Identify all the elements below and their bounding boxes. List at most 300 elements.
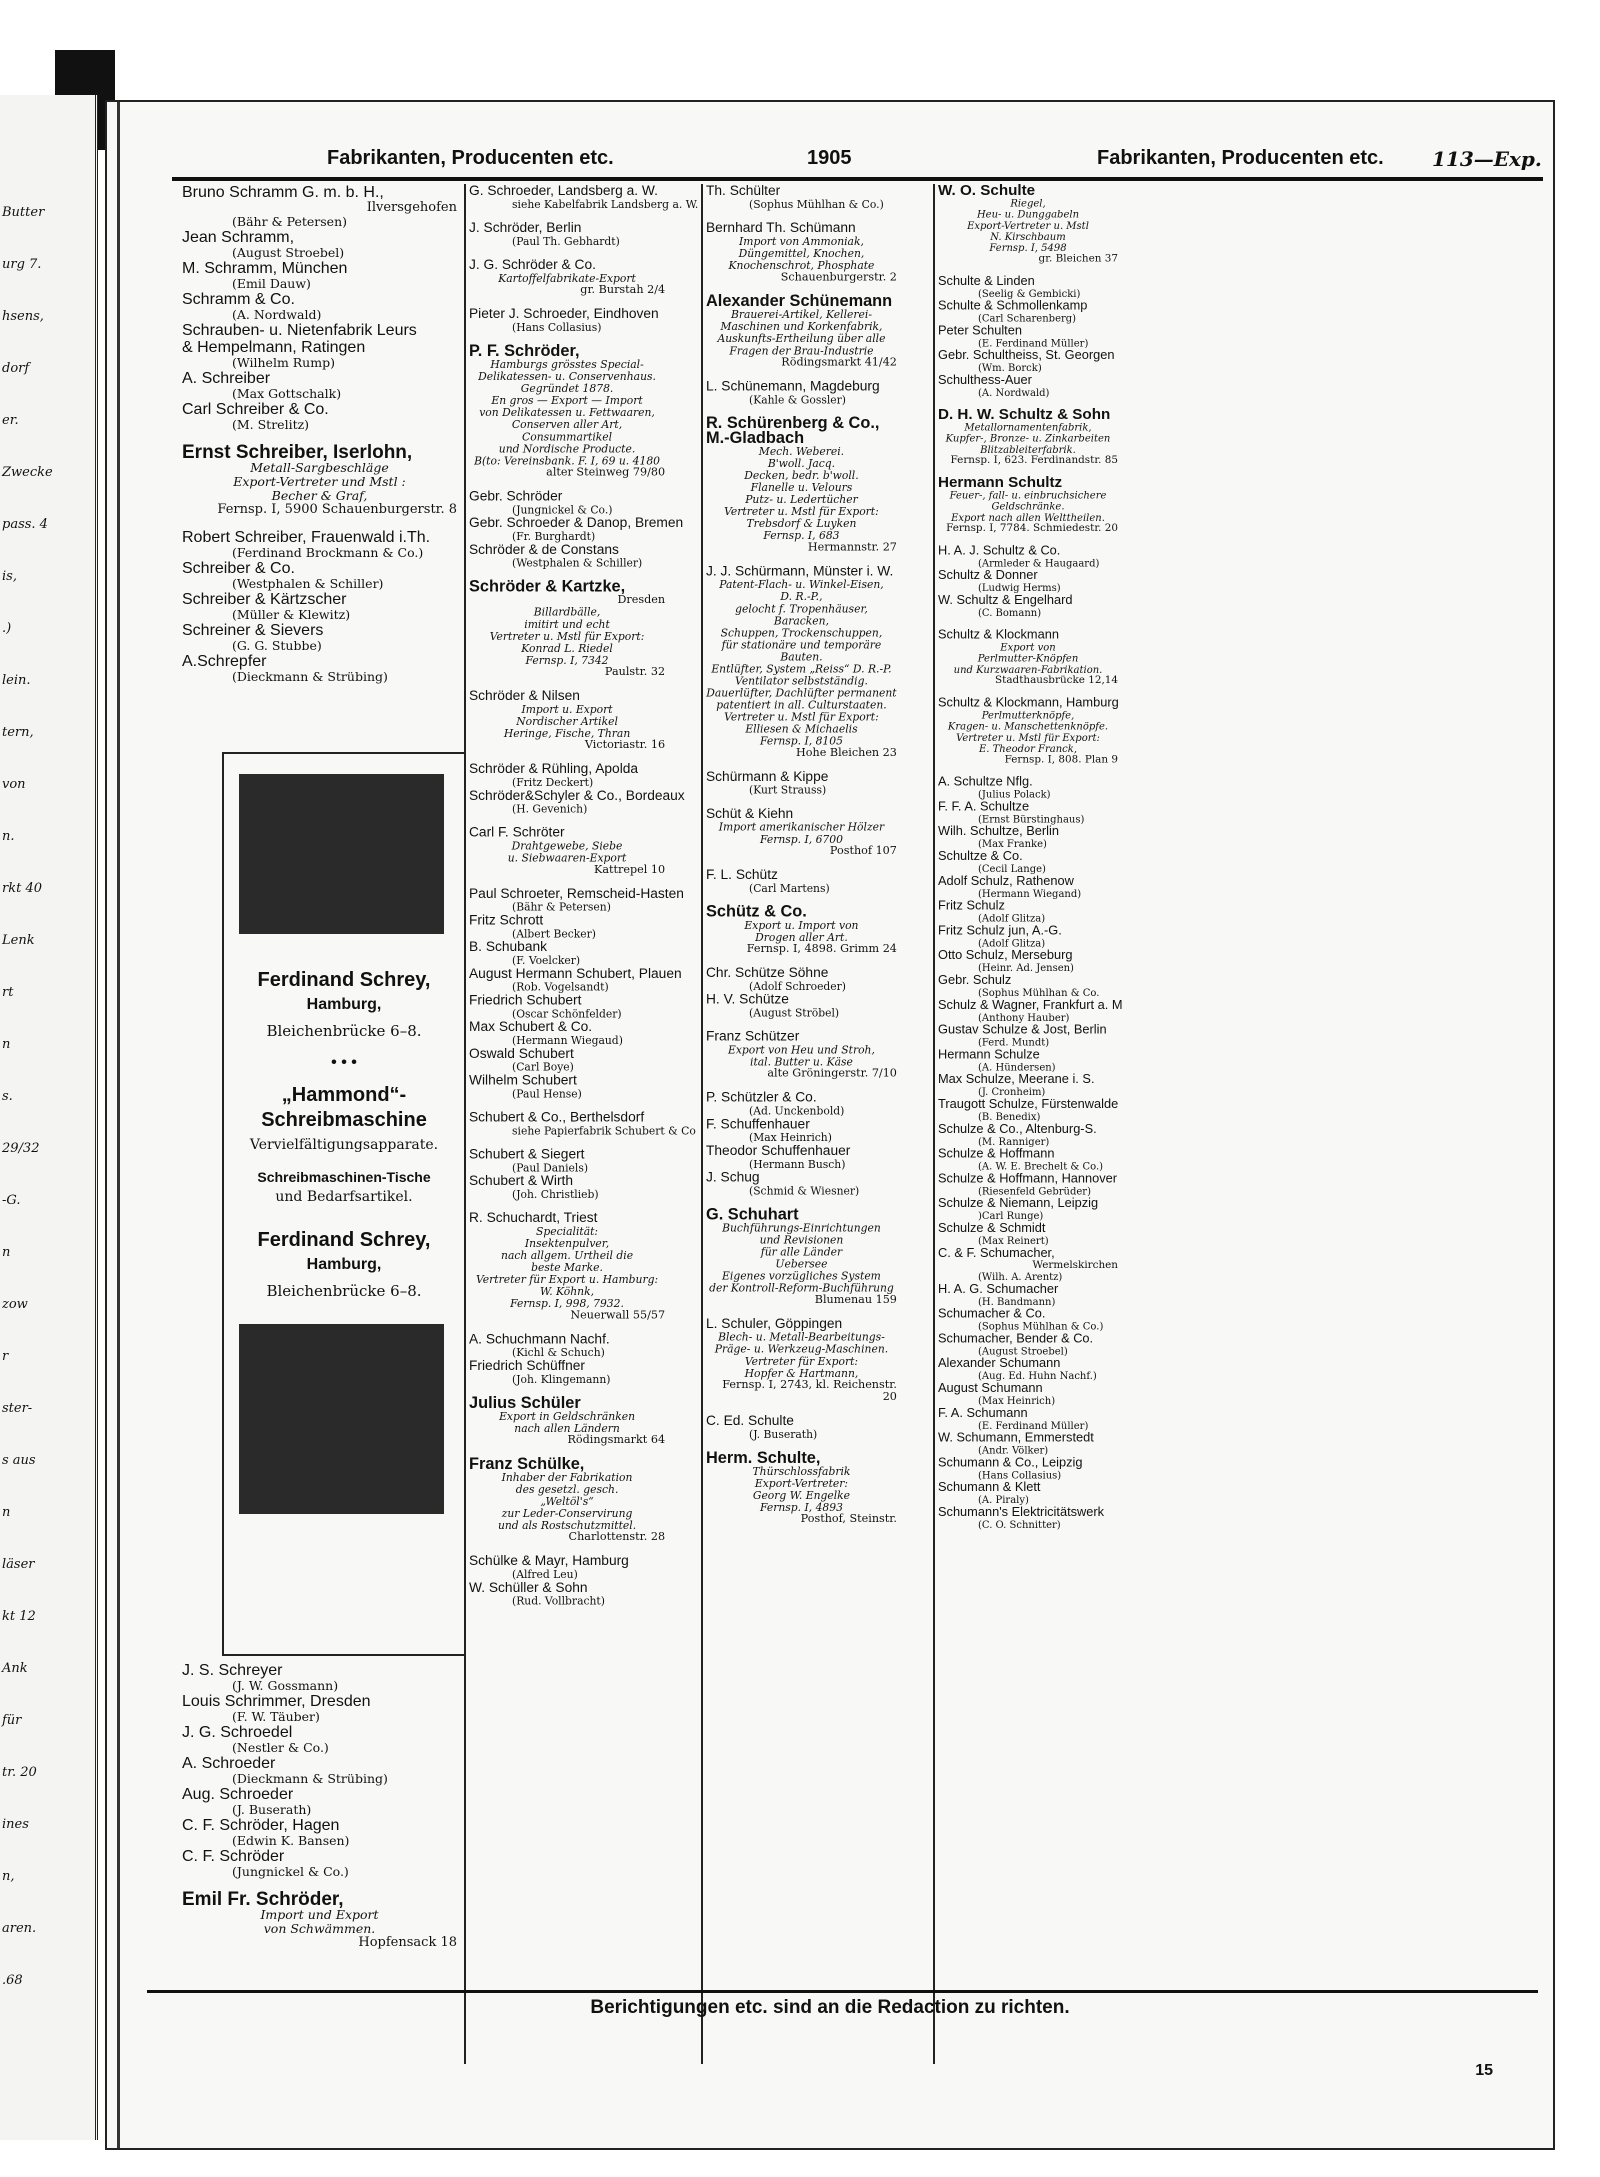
firm-representative: (A. Nordwald) [232, 307, 322, 322]
firm-name: Schreiber & Kärtzscher [182, 591, 347, 608]
firm-name: Gustav Schulze & Jost, Berlin [938, 1023, 1107, 1037]
firm-description: von Schwämmen. [263, 1921, 376, 1936]
firm-address: Stadthausbrücke 12,14 [995, 674, 1118, 687]
firm-name: Schreiner & Sievers [182, 622, 324, 639]
firm-representative: (Rud. Vollbracht) [512, 1594, 605, 1608]
margin-fragment: rkt 40 [2, 881, 42, 896]
margin-fragment: n [2, 1037, 11, 1052]
firm-description: Fernsp. I, 4893 [759, 1500, 843, 1514]
firm-name: Schröder & de Constans [469, 542, 619, 558]
firm-name: P. Schützler & Co. [706, 1090, 817, 1106]
firm-address: Wermelskirchen [1032, 1259, 1118, 1272]
firm-representative: (Hermann Wiegaud) [512, 1033, 623, 1047]
firm-description: D. R.-P., [780, 589, 823, 603]
firm-representative: (Rob. Vogelsandt) [512, 980, 609, 994]
column-2 [469, 184, 699, 1608]
firm-name-bold: G. Schuhart [706, 1205, 799, 1224]
firm-description: Schuppen, Trockenschuppen, [720, 626, 883, 639]
advertisement-schrey [222, 752, 466, 1656]
firm-name-bold: Ernst Schreiber, Iserlohn, [182, 442, 413, 463]
firm-description: Export nach allen Welttheilen. [951, 511, 1105, 524]
firm-name: Gebr. Schulz [938, 973, 1012, 988]
firm-description: für stationäre und temporäre [721, 638, 882, 651]
firm-representative: (Emil Dauw) [232, 276, 311, 291]
firm-representative: (A. W. E. Brechelt & Co.) [978, 1160, 1104, 1172]
firm-name: W. Schultz & Engelhard [938, 593, 1073, 608]
firm-name: R. Schuchardt, Triest [469, 1210, 598, 1226]
firm-representative: (Bähr & Petersen) [512, 900, 611, 914]
margin-fragment: .68 [2, 1973, 23, 1988]
header-right: Fabrikanten, Producenten etc. [1097, 147, 1384, 169]
margin-fragment: er. [2, 413, 19, 428]
firm-name: Schröder&Schyler & Co., Bordeaux [469, 788, 685, 804]
firm-name: Max Schubert & Co. [469, 1019, 593, 1035]
header-rule [172, 177, 1543, 181]
header-left: Fabrikanten, Producenten etc. [327, 147, 614, 169]
firm-name: A.Schrepfer [182, 653, 267, 670]
firm-representative: (Cecil Lange) [978, 862, 1046, 875]
firm-representative: (J. W. Gossmann) [232, 1678, 339, 1693]
firm-description: Fernsp. I, 6700 [759, 832, 843, 846]
firm-representative: (Hans Collasius) [512, 320, 602, 334]
firm-name: Schulz & Wagner, Frankfurt a. M [938, 998, 1123, 1012]
firm-representative: (Armleder & Haugaard) [978, 556, 1100, 569]
entry-gap [469, 211, 665, 221]
firm-name-bold: Schütz & Co. [706, 902, 807, 922]
firm-representative: (August Stroebel) [232, 245, 345, 260]
firm-name: Schulze & Niemann, Leipzig [938, 1196, 1099, 1211]
margin-fragment: n, [2, 1869, 15, 1884]
firm-representative: (Adolf Glitza) [978, 936, 1046, 949]
firm-representative: (E. Ferdinand Müller) [978, 336, 1089, 349]
firm-representative: (E. Ferdinand Müller) [978, 1419, 1089, 1432]
firm-name: Friedrich Schubert [469, 993, 582, 1008]
firm-address: Dresden [617, 593, 666, 607]
firm-name: Adolf Schulz, Rathenow [938, 874, 1074, 888]
firm-description: des gesetzl. gesch. [515, 1482, 619, 1496]
firm-name: Schubert & Co., Berthelsdorf [469, 1110, 645, 1125]
firm-name: Fritz Schrott [469, 913, 544, 928]
ad-address-1: Bleichenbrücke 6–8. [266, 1022, 422, 1040]
firm-description: Ventilator selbstständig. [735, 674, 868, 688]
margin-fragment: für [2, 1713, 22, 1728]
margin-fragment: -G. [2, 1193, 21, 1208]
firm-name: Bernhard Th. Schümann [706, 220, 856, 236]
footer-rule [147, 1990, 1538, 1993]
firm-name: Paul Schroeter, Remscheid-Hasten [469, 886, 684, 902]
firm-description: ital. Butter u. Käse [750, 1055, 853, 1069]
firm-representative: (Julius Polack) [978, 788, 1051, 800]
firm-address: Posthof 107 [829, 844, 897, 858]
firm-name: Wilh. Schultze, Berlin [938, 824, 1059, 839]
firm-description: Brauerei-Artikel, Kellerei- [730, 307, 872, 321]
firm-representative: (Anthony Hauber) [978, 1011, 1070, 1024]
margin-fragment: Lenk [2, 933, 35, 948]
firm-representative: (Sophus Mühlhan & Co.) [749, 197, 884, 211]
firm-description: Inhaber der Fabrikation [501, 1470, 633, 1484]
firm-description: Vertreter für Export: [744, 1354, 859, 1368]
firm-name: J. J. Schürmann, Münster i. W. [706, 564, 894, 579]
firm-representative: (M. Strelitz) [232, 417, 310, 432]
firm-name-bold: Franz Schülke, [469, 1455, 585, 1474]
margin-fragment: ines [2, 1817, 29, 1832]
firm-name: Schüt & Kiehn [706, 806, 794, 822]
entry-gap [469, 1201, 665, 1211]
firm-description: Riegel, [1010, 196, 1046, 209]
firm-name: Schumacher & Co. [938, 1307, 1046, 1321]
margin-fragment: kt 12 [2, 1609, 36, 1624]
firm-representative: (Adolf Glitza) [978, 912, 1046, 924]
firm-representative: (F. Voelcker) [512, 953, 581, 967]
left-page-margin [0, 95, 98, 2140]
firm-description: Import u. Export [521, 702, 613, 716]
firm-description: Hamburgs grösstes Special- [490, 357, 644, 371]
firm-description: Nordischer Artikel [516, 714, 618, 728]
firm-representative: (Fr. Burghardt) [512, 529, 596, 543]
ad-city-1: Hamburg, [306, 996, 382, 1013]
firm-representative: (Ad. Unckenbold) [749, 1104, 845, 1118]
firm-representative: (Albert Becker) [512, 927, 597, 940]
firm-description: Fernsp. I, 8105 [759, 734, 843, 748]
firm-name: A. Schreiber [182, 370, 271, 387]
firm-representative: (C. Bomann) [978, 606, 1042, 619]
firm-name: Bruno Schramm G. m. b. H., [182, 184, 384, 201]
firm-description: Drahtgewebe, Siebe [511, 839, 623, 853]
firm-description: Metall-Sargbeschläge [250, 460, 389, 475]
firm-description: Fernsp. I, 998, 7932. [510, 1296, 624, 1310]
margin-fragment: urg 7. [2, 257, 42, 272]
firm-representative: (Jungnickel & Co.) [512, 503, 613, 516]
firm-representative: (Müller & Klewitz) [232, 607, 351, 622]
firm-address: Rödingsmarkt 64 [567, 1433, 666, 1447]
firm-name: Pieter J. Schroeder, Eindhoven [469, 306, 659, 322]
firm-name: H. A. G. Schumacher [938, 1282, 1059, 1296]
margin-fragment: Ank [2, 1661, 28, 1676]
firm-name-bold: Hermann Schultz [938, 474, 1063, 492]
firm-name: Schultz & Klockmann, Hamburg [938, 696, 1119, 710]
margin-fragment: r [2, 1349, 9, 1364]
firm-description: patentiert in all. Culturstaaten. [716, 698, 887, 712]
firm-name: H. A. J. Schultz & Co. [938, 544, 1061, 558]
firm-name: M. Schramm, München [182, 260, 348, 277]
firm-description: Vertreter für Export u. Hamburg: [475, 1272, 659, 1286]
firm-representative: (Hermann Busch) [749, 1157, 846, 1171]
firm-name: C. Ed. Schulte [706, 1413, 794, 1429]
firm-description: Bauten. [780, 650, 823, 664]
margin-fragment: n [2, 1505, 11, 1520]
firm-description: Blitzableiterfabrik. [980, 443, 1076, 456]
firm-description: Export von Heu und Stroh, [728, 1043, 875, 1057]
firm-description: und Kurzwaaren-Fabrikation. [953, 663, 1103, 676]
firm-description: für alle Länder [760, 1245, 843, 1259]
entry-gap [706, 759, 897, 769]
firm-representative: (Nestler & Co.) [232, 1740, 329, 1755]
firm-representative: (Seelig & Gembicki) [978, 287, 1081, 300]
firm-name: Schultz & Klockmann [938, 628, 1059, 642]
margin-fragment: von [2, 777, 26, 792]
column-1 [182, 184, 457, 684]
firm-representative: (Westphalen & Schiller) [232, 576, 384, 591]
firm-representative: (Carl Martens) [749, 881, 830, 895]
entry-gap [706, 554, 897, 564]
firm-name: Schumann & Klett [938, 1480, 1041, 1495]
firm-name: Fritz Schulz [938, 899, 1005, 913]
entry-gap [706, 857, 897, 867]
firm-address: gr. Burstah 2/4 [580, 283, 666, 297]
margin-fragment: lein. [2, 673, 31, 688]
margin-fragment: s aus [2, 1453, 36, 1468]
firm-name: Wilhelm Schubert [469, 1073, 577, 1088]
firm-address: Hermannstr. 27 [807, 540, 897, 554]
firm-name: Gebr. Schroeder & Danop, Bremen [469, 515, 684, 531]
ad-city-2: Hamburg, [306, 1256, 382, 1273]
entry-gap [938, 766, 1118, 776]
firm-name-bold: Emil Fr. Schröder, [182, 1889, 344, 1910]
firm-description: Buchführungs-Einrichtungen [722, 1221, 881, 1235]
column-separator [464, 184, 466, 2064]
firm-name: Schubert & Siegert [469, 1147, 585, 1162]
directory-page [105, 100, 1555, 2150]
firm-description: Vertreter u. Mstl für Export: [956, 731, 1100, 744]
firm-description: Decken, bedr. b'woll. [744, 468, 859, 482]
margin-fragment: läser [2, 1557, 35, 1572]
firm-description: Export-Vertreter: [754, 1476, 849, 1490]
firm-address: Hohe Bleichen 23 [796, 746, 897, 760]
firm-name: Schürmann & Kippe [706, 769, 829, 785]
firm-representative: (Wilhelm Rump) [232, 355, 335, 370]
firm-representative: (Kichl & Schuch) [512, 1345, 605, 1359]
firm-representative: (Jungnickel & Co.) [232, 1864, 349, 1879]
firm-address: Rödingsmarkt 41/42 [781, 356, 897, 369]
firm-name: Schultze & Co. [938, 849, 1023, 864]
firm-name: Theodor Schuffenhauer [706, 1143, 851, 1159]
firm-name: G. Schroeder, Landsberg a. W. [469, 184, 658, 199]
firm-address: Victoriastr. 16 [584, 738, 666, 752]
margin-fragment: .) [2, 621, 12, 636]
firm-name: C. F. Schröder [182, 1848, 285, 1865]
firm-name: Gebr. Schröder [469, 489, 563, 504]
firm-name: Otto Schulz, Merseburg [938, 948, 1073, 963]
firm-description: und Nordische Producte. [498, 442, 636, 455]
firm-name: Schramm & Co. [182, 291, 295, 308]
firm-name: C. & F. Schumacher, [938, 1246, 1055, 1260]
firm-description: von Delikatessen u. Fettwaaren, [479, 405, 655, 419]
firm-address: gr. Bleichen 37 [1038, 252, 1118, 265]
entry-gap [469, 815, 665, 825]
firm-description: Trebsdorf & Luyken [746, 516, 857, 530]
firm-description: N. Kirschbaum [990, 230, 1066, 243]
firm-description: Georg W. Engelke [752, 1488, 851, 1502]
firm-name: Peter Schulten [938, 324, 1022, 338]
entry-gap [706, 369, 897, 379]
firm-representative: (Ferdinand Brockmann & Co.) [232, 545, 424, 560]
firm-name: Schülke & Mayr, Hamburg [469, 1553, 629, 1569]
firm-name: Schröder & Rühling, Apolda [469, 761, 639, 777]
firm-description: zur Leder-Conservirung [501, 1506, 633, 1520]
firm-representative: (August Stroebel) [978, 1344, 1068, 1357]
firm-representative: (Carl Scharenberg) [978, 312, 1077, 324]
firm-description: Mech. Weberei. [758, 444, 845, 458]
firm-description: Fernsp. I, 7342 [525, 653, 609, 667]
firm-name-bold: Herm. Schulte, [706, 1449, 821, 1468]
footer-notice: Berichtigungen etc. sind an die Redaction zu richten. [590, 1997, 1070, 2018]
firm-name: Schulze & Hoffmann [938, 1147, 1055, 1161]
firm-representative: (B. Benedix) [978, 1110, 1041, 1123]
firm-description: Vertreter u. Mstl für Export: [724, 504, 879, 518]
firm-name: Carl F. Schröter [469, 825, 565, 841]
firm-name: Franz Schützer [706, 1029, 800, 1044]
firm-representative: (Paul Daniels) [512, 1160, 589, 1174]
firm-representative: (Ferd. Mundt) [978, 1036, 1050, 1048]
firm-description: Kartoffelfabrikate-Export [498, 271, 636, 285]
firm-representative: (Hermann Wiegand) [978, 887, 1082, 900]
firm-description: Patent-Flach- u. Winkel-Eisen, [719, 577, 884, 591]
firm-description: Import amerikanischer Hölzer [718, 820, 885, 834]
firm-description: Specialität: [536, 1224, 599, 1238]
firm-representative: (Max Reinert) [978, 1234, 1049, 1247]
firm-name: Chr. Schütze Söhne [706, 965, 829, 981]
firm-representative: (A. Hündersen) [978, 1060, 1056, 1073]
firm-description: Perlmutter-Knöpfen [977, 652, 1079, 664]
page-number: 15 [1475, 2062, 1493, 2079]
firm-description: En gros — Export — Import [491, 393, 643, 407]
entry-gap [938, 265, 1118, 275]
firm-representative: siehe Kabelfabrik Landsberg a. W. [512, 197, 699, 211]
margin-fragment: is, [2, 569, 17, 584]
firm-name: A. Schultze Nflg. [938, 775, 1033, 789]
entry-gap [469, 1137, 665, 1147]
ad-name-2: Ferdinand Schrey, [257, 1229, 431, 1251]
ad-dup: Vervielfältigungsapparate. [249, 1137, 439, 1153]
firm-description: Export-Vertreter und Mstl : [233, 474, 406, 489]
ad-hammond-2: Schreibmaschine [261, 1109, 427, 1131]
firm-representative: (H. Bandmann) [978, 1295, 1056, 1308]
ad-hammond-1: „Hammond“- [281, 1084, 407, 1106]
firm-name: F. A. Schumann [938, 1406, 1028, 1420]
firm-description: Heu- u. Dunggabeln [976, 208, 1080, 220]
margin-fragment: aren. [2, 1921, 37, 1936]
firm-name: F. F. A. Schultze [938, 800, 1030, 814]
firm-representative: (Westphalen & Schiller) [512, 556, 643, 570]
firm-description: E. Theodor Franck, [978, 742, 1078, 755]
firm-name: Schumann & Co., Leipzig [938, 1456, 1083, 1470]
firm-representative: (J. Cronheim) [978, 1085, 1046, 1098]
firm-representative: siehe Papierfabrik Schubert & Co [512, 1123, 696, 1137]
margin-fragment: Butter [2, 205, 45, 220]
margin-fragment: rt [2, 985, 14, 1000]
firm-address: Hopfensack 18 [358, 1935, 457, 1950]
margin-fragment: zow [2, 1297, 28, 1312]
firm-representative: (Sophus Mühlhan & Co.) [978, 1320, 1104, 1332]
margin-fragment: n [2, 1245, 11, 1260]
firm-description: Vertreter u. Mstl für Export: [489, 629, 645, 643]
firm-representative: (Alfred Leu) [512, 1567, 578, 1581]
firm-description: Export u. Import von [744, 918, 859, 932]
firm-address: Kattrepel 10 [593, 863, 666, 877]
firm-description: u. Siebwaaren-Export [507, 851, 627, 865]
firm-description: B'woll. Jacq. [767, 456, 836, 470]
firm-description: der Kontroll-Reform-Buchführung [709, 1281, 894, 1295]
firm-description: beste Marke. [531, 1260, 603, 1274]
firm-address: Neuerwall 55/57 [570, 1308, 666, 1322]
entry-gap [469, 479, 665, 489]
firm-name: Aug. Schroeder [182, 1786, 294, 1803]
firm-description: Metallornamentenfabrik, [964, 420, 1092, 433]
firm-name: Friedrich Schüffner [469, 1358, 585, 1374]
firm-description: Conserven aller Art, Consummartikel [511, 417, 623, 443]
firm-name: W. Schumann, Emmerstedt [938, 1431, 1094, 1445]
firm-representative: (Max Heinrich) [749, 1130, 832, 1144]
firm-name: August Hermann Schubert, Plauen [469, 966, 682, 982]
firm-representative: (H. Gevenich) [512, 802, 588, 816]
firm-representative: (Ludwig Herms) [978, 581, 1061, 594]
firm-description: Flanelle u. Velours [750, 480, 853, 494]
firm-name-bold: Schröder & Kartzke, [469, 577, 626, 596]
firm-address: Schauenburgerstr. 2 [780, 270, 897, 284]
typewriter-illustration-2-icon [239, 1324, 444, 1514]
typewriter-illustration-icon [239, 774, 444, 934]
ad-name-1: Ferdinand Schrey, [257, 969, 431, 991]
firm-name: Alexander Schumann [938, 1356, 1061, 1371]
firm-description: Dauerlüfter, Dachlüfter permanent [706, 686, 897, 700]
firm-representative: (Wm. Borck) [978, 361, 1042, 374]
firm-description: Blech- u. Metall-Bearbeitungs- [718, 1330, 885, 1344]
firm-name-bold: Alexander Schünemann [706, 292, 893, 311]
firm-description: „Weltöl's“ [540, 1494, 594, 1508]
margin-fragment: 29/32 [2, 1141, 40, 1156]
entry-gap [938, 618, 1118, 628]
firm-description: Becher & Graf, [271, 488, 368, 503]
firm-description: Geldschränke. [991, 500, 1065, 512]
firm-description: und Revisionen [759, 1233, 844, 1247]
firm-representative: (Bähr & Petersen) [232, 214, 347, 229]
firm-description: Perlmutterknöpfe, [981, 708, 1075, 721]
margin-fragment: tr. 20 [2, 1765, 37, 1780]
firm-name: Th. Schülter [706, 184, 781, 199]
firm-representative: (M. Ranniger) [978, 1135, 1050, 1148]
firm-name: August Schumann [938, 1381, 1043, 1396]
entry-gap [706, 1019, 897, 1029]
margin-fragment: tern, [2, 725, 34, 740]
entry-gap [938, 534, 1118, 544]
firm-representative: (J. Buserath) [232, 1802, 312, 1817]
margin-fragment: ster- [2, 1401, 33, 1416]
firm-name: L. Schünemann, Magdeburg [706, 379, 880, 394]
firm-address: Posthof, Steinstr. [800, 1512, 897, 1526]
firm-representative: (Aug. Ed. Huhn Nachf.) [978, 1369, 1097, 1382]
header-page: 113—Exp. [1432, 147, 1542, 171]
ad-address-2: Bleichenbrücke 6–8. [266, 1282, 422, 1300]
entry-gap [469, 1322, 665, 1332]
firm-representative: (Joh. Klingemann) [512, 1372, 611, 1386]
firm-representative: (Max Franke) [978, 837, 1047, 850]
firm-description: Billardbälle, [533, 605, 601, 619]
ad-dots: • • • [331, 1054, 357, 1071]
firm-representative: (Riesenfeld Gebrüder) [978, 1184, 1091, 1197]
firm-description: imitirt und echt [524, 617, 610, 631]
firm-address: Paulstr. 32 [604, 665, 666, 679]
firm-name: J. G. Schroedel [182, 1724, 293, 1741]
margin-fragment: s. [2, 1089, 13, 1104]
entry-gap [469, 297, 665, 307]
firm-name: Gebr. Schultheiss, St. Georgen [938, 348, 1115, 363]
firm-representative: (J. Buserath) [749, 1427, 818, 1441]
firm-description: B(to: Vereinsbank. F. I, 69 u. 4180 [474, 454, 661, 467]
firm-name: F. L. Schütz [706, 867, 778, 883]
ad-bedarf: und Bedarfsartikel. [275, 1189, 413, 1205]
firm-description: Elliesen & Michaelis [745, 722, 858, 736]
firm-description: Fernsp. I, 5498 [989, 241, 1067, 254]
